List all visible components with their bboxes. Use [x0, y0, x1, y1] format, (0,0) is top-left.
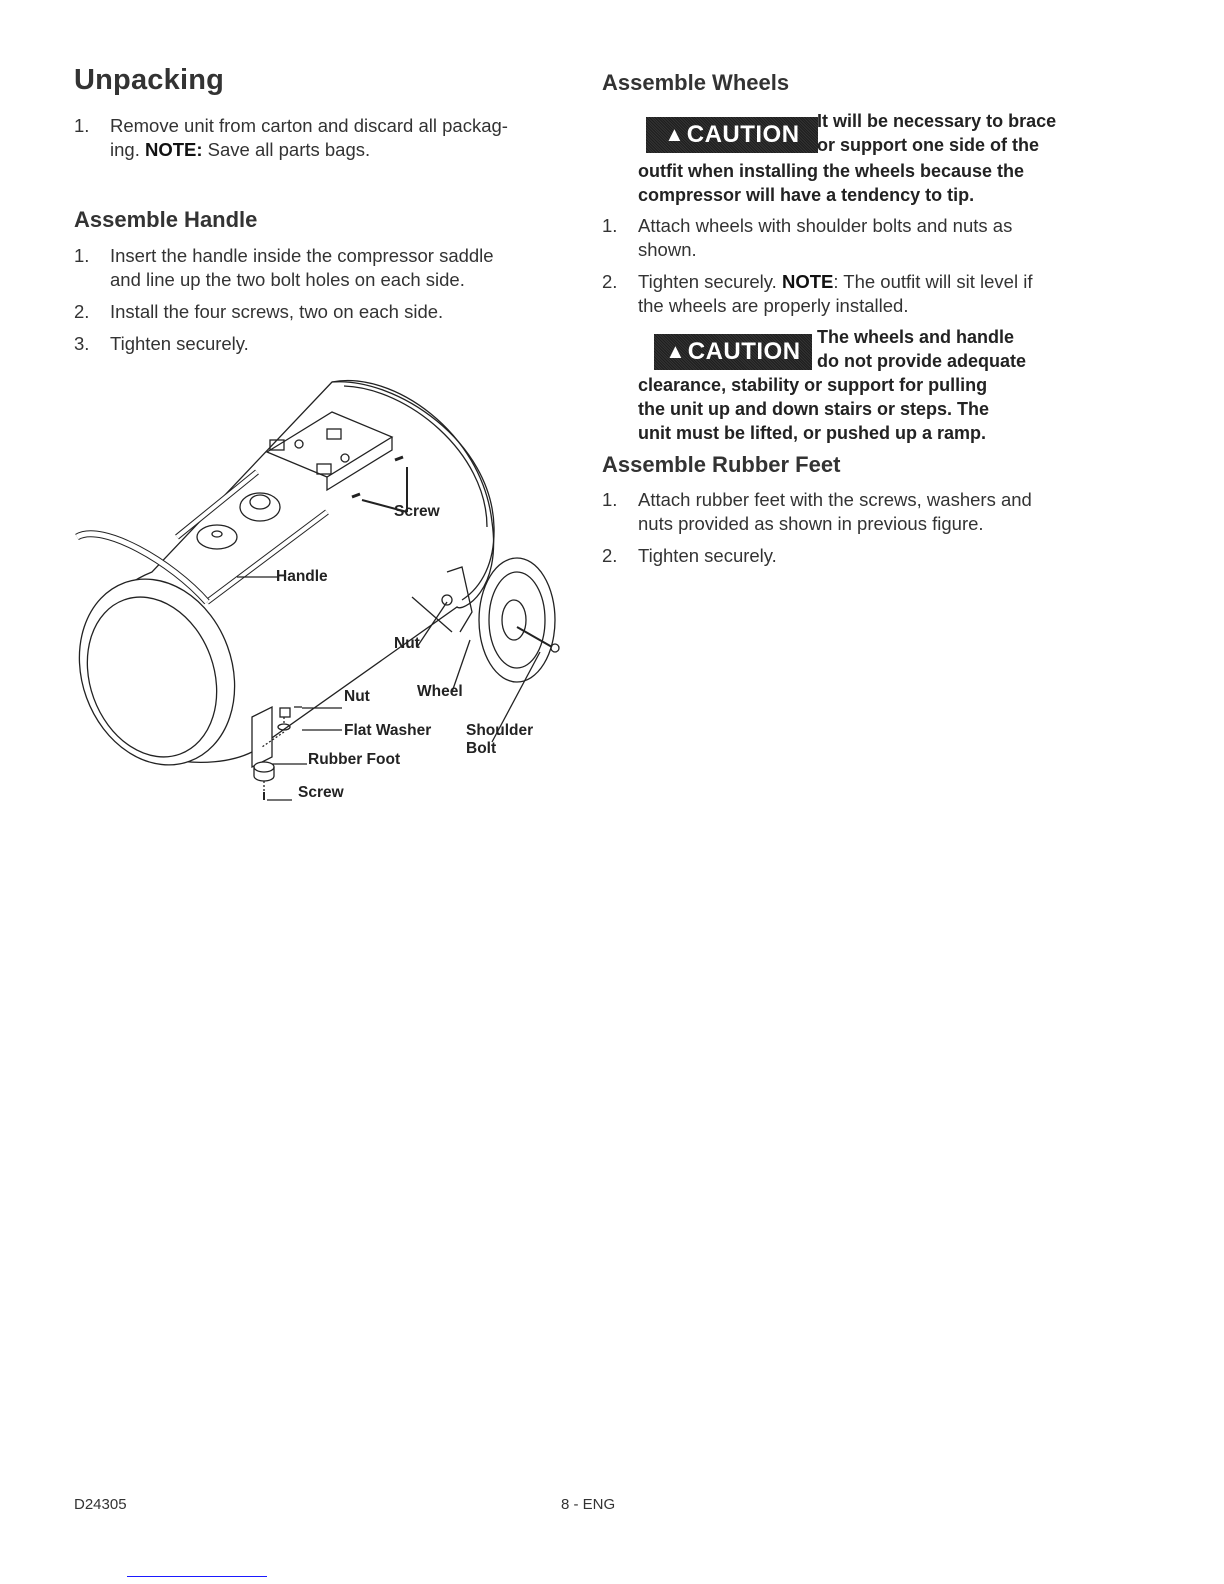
- section-title-assemble-handle: Assemble Handle: [74, 207, 258, 232]
- page-number: 8 - ENG: [561, 1496, 616, 1513]
- label-shoulder-bolt: Shoulder Bolt: [466, 722, 534, 757]
- list-item: 2. Tighten securely.: [602, 545, 777, 566]
- note-label: NOTE: [781, 271, 834, 292]
- list-item: 2. Tighten securely. NOTE: The outfit will sit level if the wheels are properly installed.: [602, 271, 1033, 316]
- assemble-wheels-steps: [602, 214, 1102, 326]
- label-flat-washer: Flat Washer: [344, 722, 432, 739]
- warning-triangle-icon: ▲: [665, 340, 686, 363]
- label-wheel: Wheel: [417, 683, 463, 700]
- label-handle: Handle: [276, 568, 328, 585]
- section-title-unpacking: Unpacking: [74, 64, 225, 96]
- warning-triangle-icon: ▲: [664, 123, 685, 146]
- assemble-handle-steps: [74, 244, 554, 364]
- section-title-assemble-rubber-feet: Assemble Rubber Feet: [602, 452, 841, 477]
- caution-text-continued: clearance, stability or support for pulling the unit up and down stairs or steps. The unit must be lifted, or pushed up a ramp.: [638, 375, 990, 443]
- caution-text: It will be necessary to brace or support one side of the: [817, 111, 1057, 155]
- list-item: 1. Attach wheels with shoulder bolts and nuts as shown.: [602, 215, 1013, 260]
- label-nut-wheel: Nut: [394, 635, 420, 652]
- caution-text: The wheels and handle do not provide adequate: [817, 327, 1027, 371]
- caution-badge: ▲ CAUTION: [654, 334, 812, 370]
- label-nut-foot: Nut: [344, 688, 370, 705]
- doc-number: D24305: [74, 1496, 127, 1513]
- label-screw-top: Screw: [394, 503, 440, 520]
- list-item: 2. Install the four screws, two on each side.: [74, 301, 444, 322]
- label-rubber-foot: Rubber Foot: [308, 751, 401, 768]
- compressor-assembly-diagram: [62, 372, 582, 812]
- list-item: 3. Tighten securely.: [74, 333, 249, 354]
- link-underline[interactable]: [127, 1576, 267, 1577]
- label-screw-bottom: Screw: [298, 784, 344, 801]
- caution-badge: ▲ CAUTION: [646, 117, 818, 153]
- list-item: 1. Attach rubber feet with the screws, washers and nuts provided as shown in previous figure.: [602, 489, 1032, 534]
- caution-text-continued: outfit when installing the wheels because the compressor will have a tendency to tip.: [638, 161, 1025, 205]
- list-item: 1. Remove unit from carton and discard all packag- ing. NOTE: Save all parts bags.: [74, 115, 508, 160]
- section-title-assemble-wheels: Assemble Wheels: [602, 70, 790, 95]
- note-label: NOTE:: [144, 139, 203, 160]
- list-item: 1. Insert the handle inside the compressor saddle and line up the two bolt holes on each side.: [74, 245, 494, 290]
- unpacking-steps: [74, 114, 554, 170]
- assemble-rubber-feet-steps: [602, 488, 1102, 576]
